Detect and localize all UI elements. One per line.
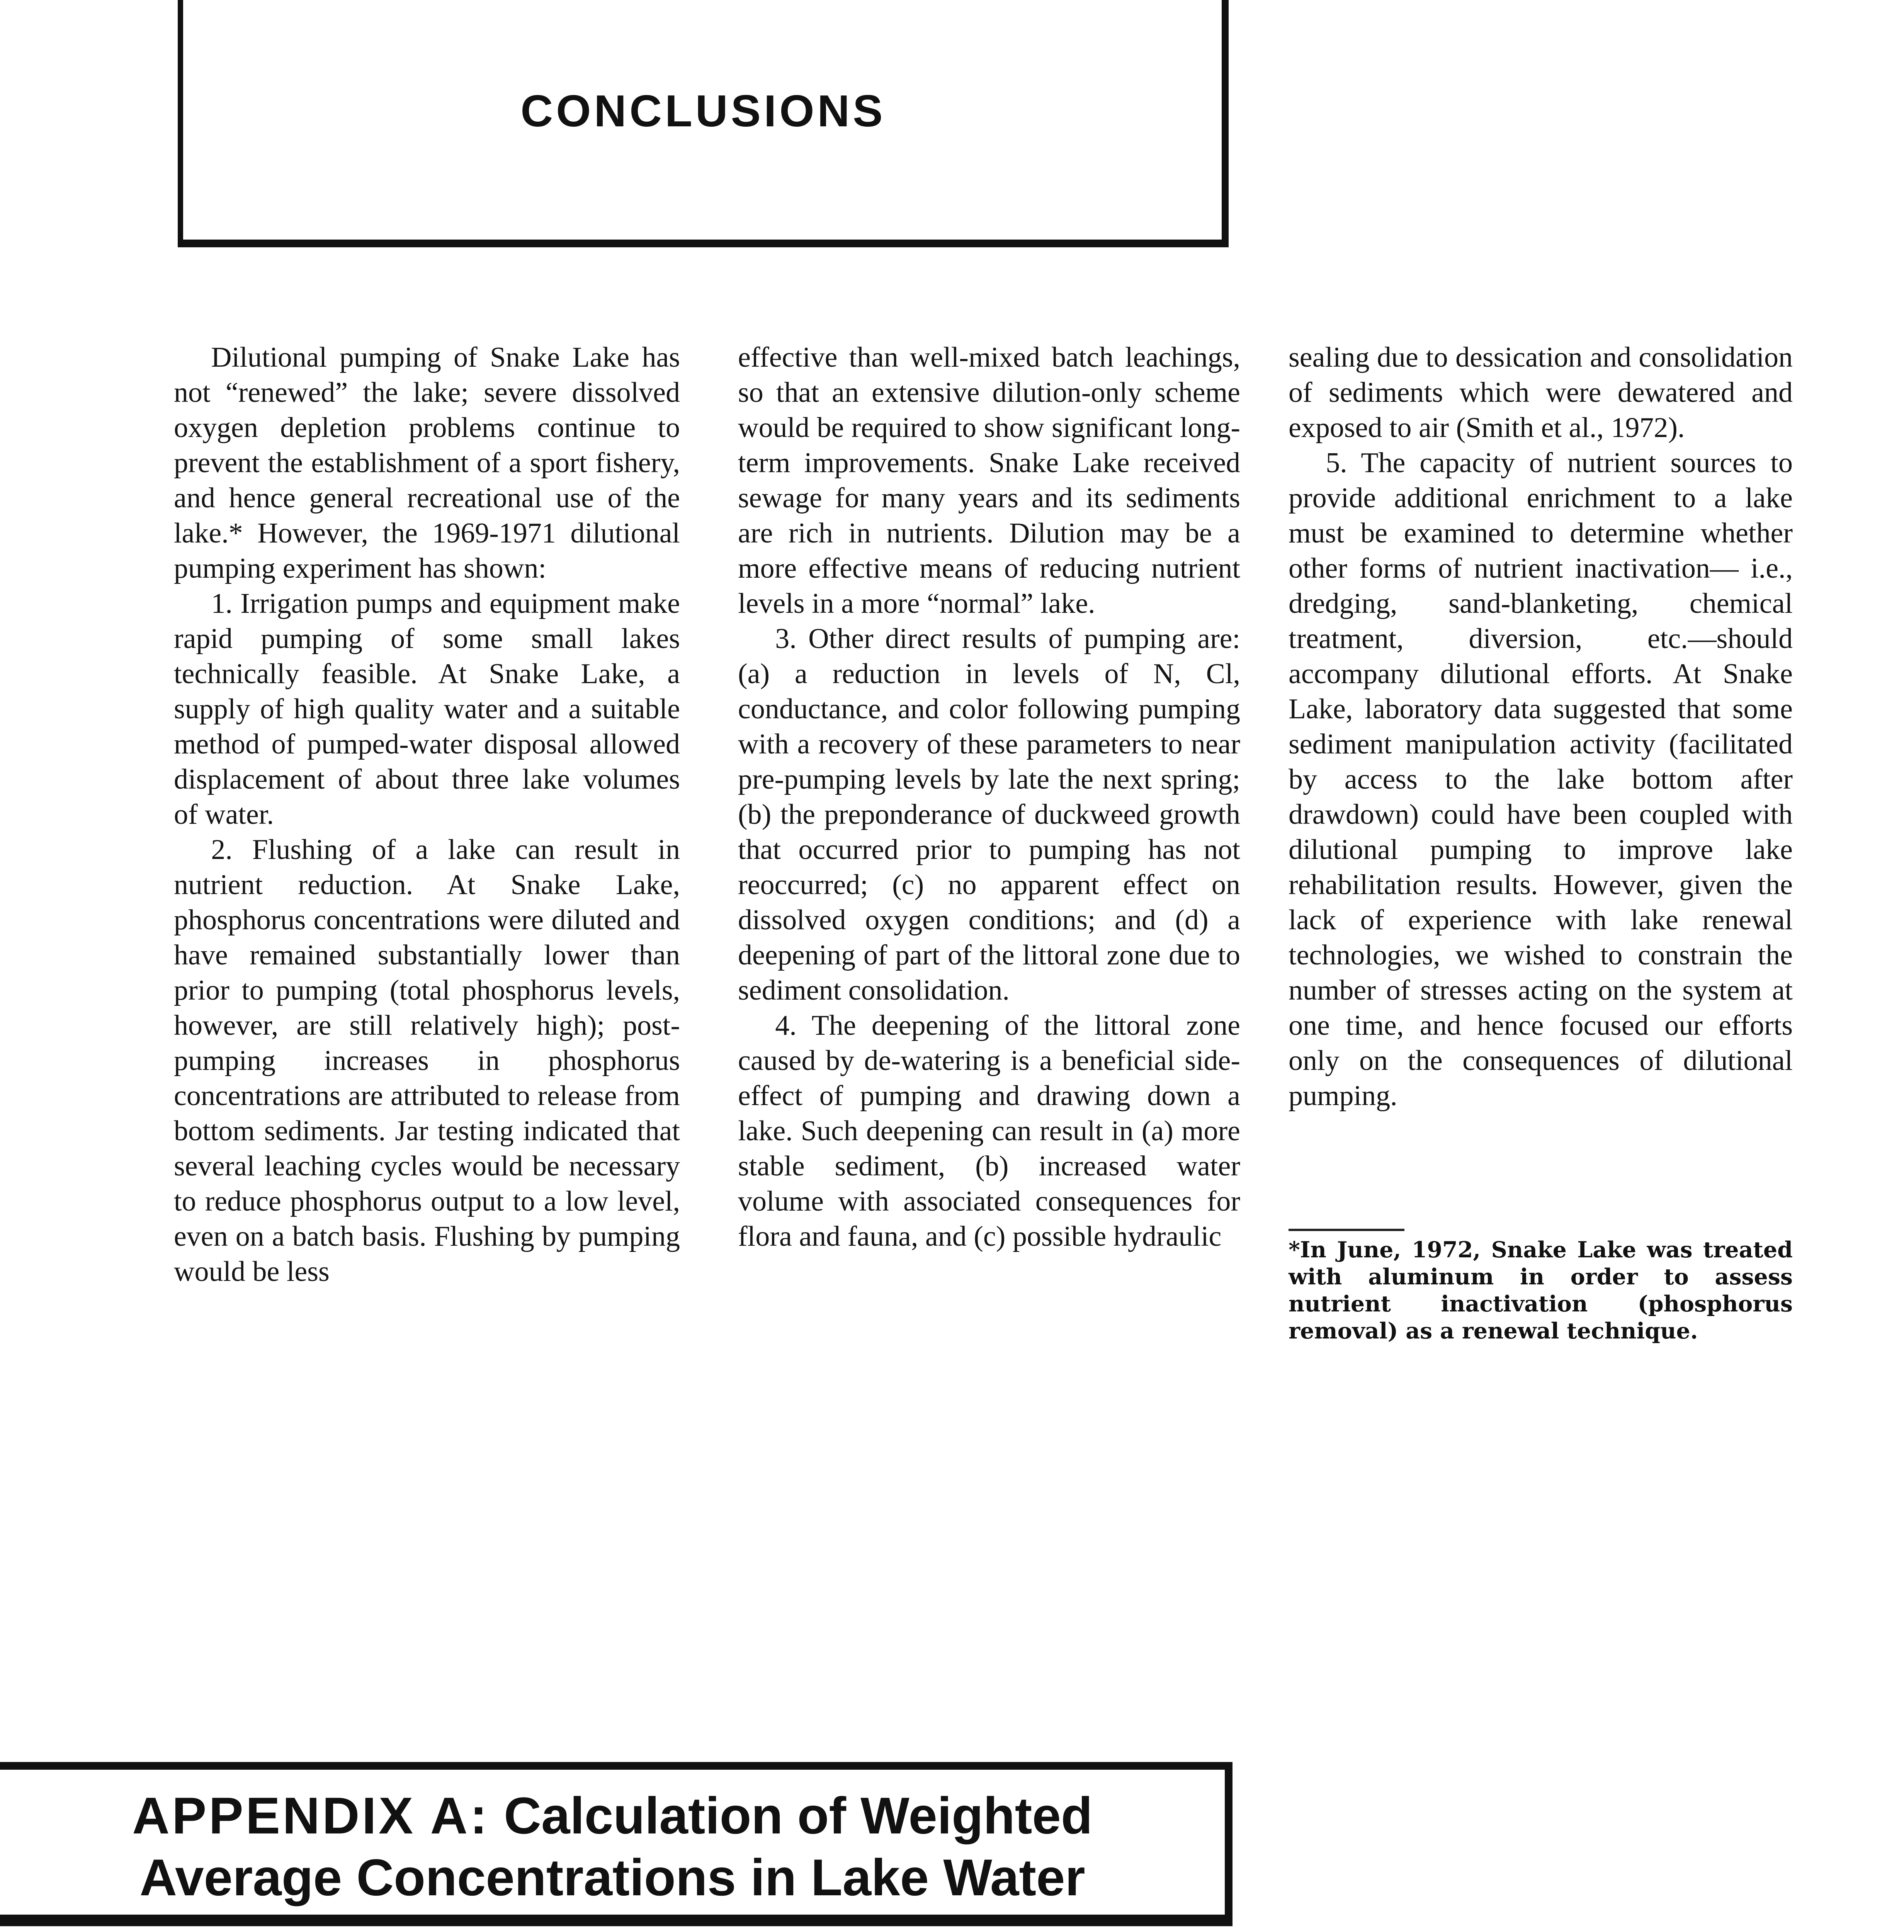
paragraph: 4. The deepening of the littoral zone caused by de-watering is a beneficial side-effect of pumping and drawing down a lake. Such deepening can result in (a) more stable sediment, (b) increased water volume with associated consequences for flora and fauna, and (c) possible hydraulic xyxy=(738,1010,1240,1252)
footnote-divider xyxy=(1289,1229,1404,1231)
paragraph: 5. The capacity of nutrient sources to provide additional enrichment to a lake must be examined to determine whether other forms of nutrient inactivation— i.e., dredging, sand-blanketing, chemical treatment, diversion, etc.—should accompany dilutional efforts. At Snake Lake, laboratory data suggested that some sediment manipulation activity (facilitated by access to the lake bottom after drawdown) could have been coupled with dilutional pumping to improve lake rehabilitation results. However, given the lack of experience with lake renewal technologies, we wished to constrain the number of stresses acting on the system at one time, and hence focused our efforts only on the consequences of dilutional pumping. xyxy=(1289,447,1793,1112)
paragraph: 2. Flushing of a lake can result in nutrient reduction. At Snake Lake, phosphorus concentrations were diluted and have remained substantially lower than prior to pumping (total phosphorus levels, however, are still relatively high); post-pumping increases in phosphorus concentrations are attributed to release from bottom sediments. Jar testing indicated that several leaching cycles would be necessary to reduce phosphorus output to a low level, even on a batch basis. Flushing by pumping would be less xyxy=(174,834,680,1287)
appendix-title-text: Calculation of Weighted xyxy=(504,1787,1093,1845)
footnote: *In June, 1972, Snake Lake was treated with aluminum in order to assess nutrient inactivation (phosphorus removal) as a renewal technique. xyxy=(1289,1237,1793,1344)
appendix-title-line-1 xyxy=(0,1785,1225,1847)
paragraph: 3. Other direct results of pumping are: (a) a reduction in levels of N, Cl, conductance, and color following pumping with a recovery of these parameters to near pre-pumping levels by late the next spring; (b) the preponderance of duckweed growth that occurred prior to pumping has not reoccurred; (c) no apparent effect on dissolved oxygen conditions; and (d) a deepening of part of the littoral zone due to sediment consolidation. xyxy=(738,623,1240,1006)
conclusions-column-3 xyxy=(1289,340,1793,1114)
paragraph: 1. Irrigation pumps and equipment make rapid pumping of some small lakes technically feasible. At Snake Lake, a supply of high quality water and a suitable method of pumped-water disposal allowed displacement of about three lake volumes of water. xyxy=(174,588,680,830)
appendix-title-line-2: Average Concentrations in Lake Water xyxy=(139,1849,1085,1906)
conclusions-column-2 xyxy=(738,340,1240,1254)
appendix-label: APPENDIX A: xyxy=(132,1787,490,1845)
paragraph: effective than well-mixed batch leachings, so that an extensive dilution-only scheme would be required to show significant long-term improvements. Snake Lake received sewage for many years and its sediments are rich in nutrients. Dilution may be a more effective means of reducing nutrient levels in a more “normal” lake. xyxy=(738,342,1240,619)
conclusions-column-1 xyxy=(174,340,680,1289)
conclusions-title: CONCLUSIONS xyxy=(520,86,886,136)
paragraph: Dilutional pumping of Snake Lake has not “renewed” the lake; severe dissolved oxygen depletion problems continue to prevent the establishment of a sport fishery, and hence general recreational use of the lake.* However, the 1969-1971 dilutional pumping experiment has shown: xyxy=(174,342,680,584)
paragraph: sealing due to dessication and consolidation of sediments which were dewatered and exposed to air (Smith et al., 1972). xyxy=(1289,342,1793,444)
appendix-title xyxy=(0,1785,1225,1909)
